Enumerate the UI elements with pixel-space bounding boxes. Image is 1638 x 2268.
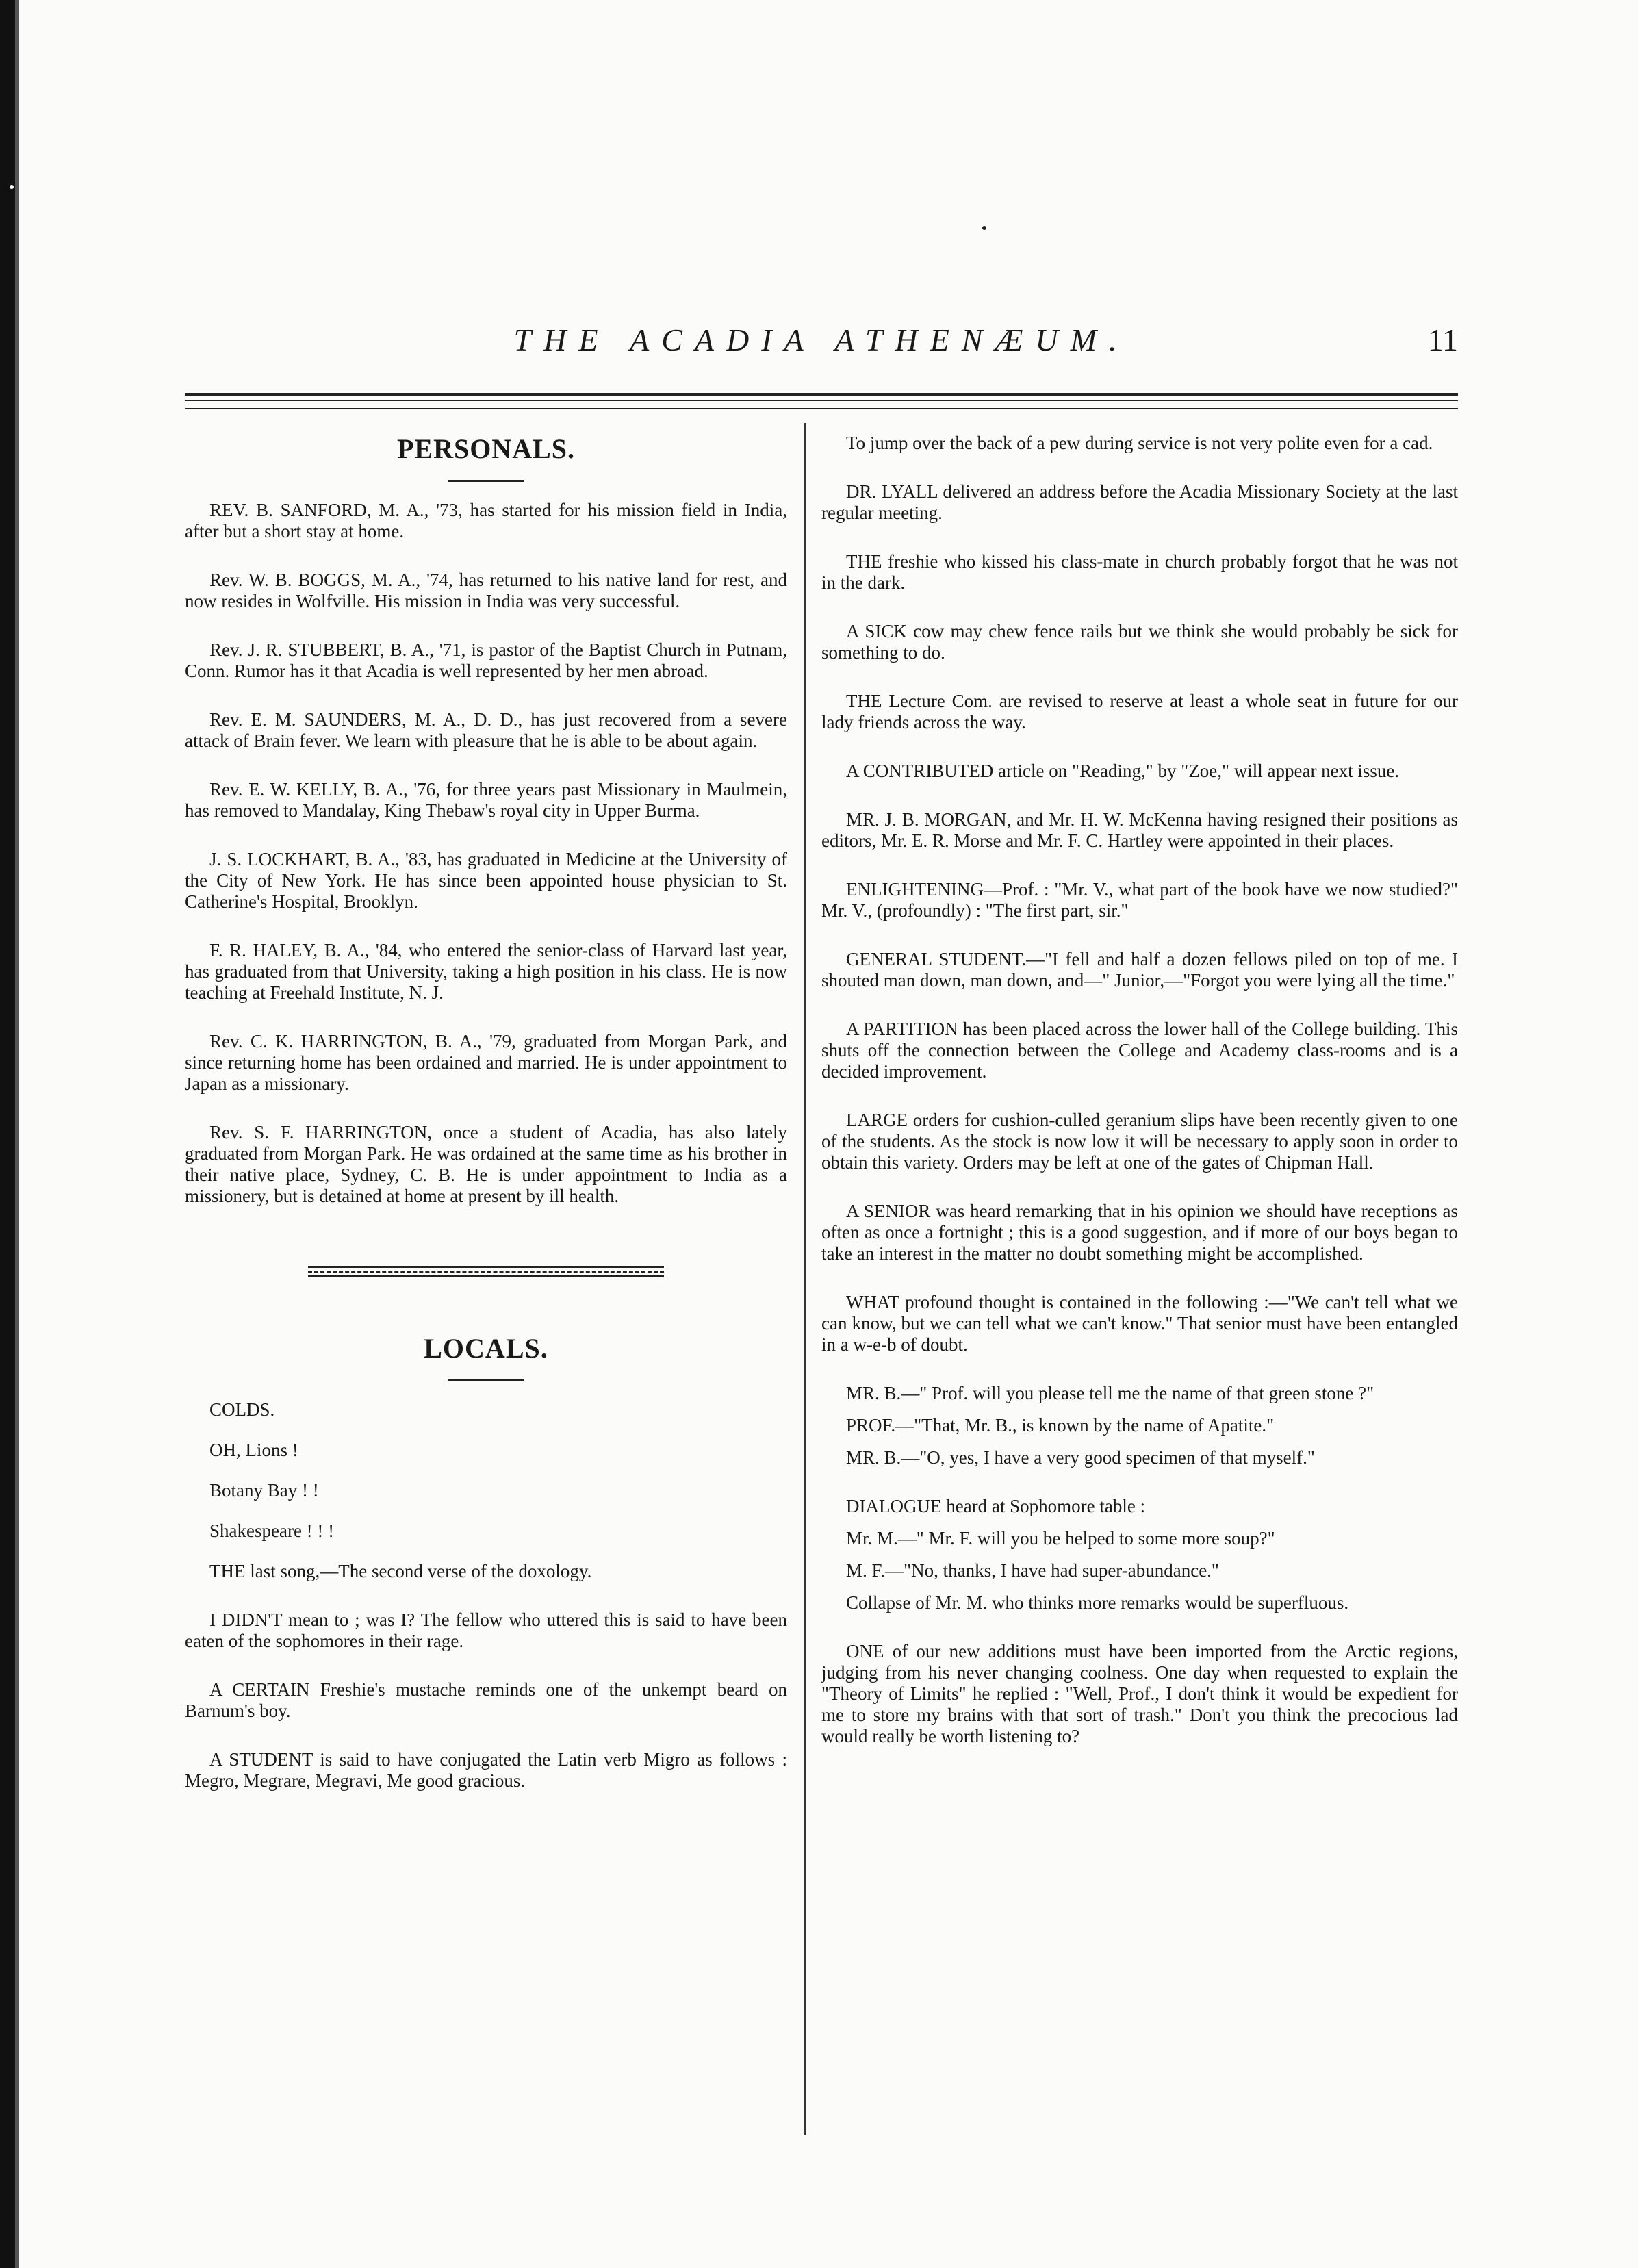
local-short-line: OH, Lions ! (209, 1440, 298, 1460)
header-rule-mid (185, 400, 1458, 401)
local-item: ONE of our new additions must have been imported from the Arctic regions, judging from his never changing coolness. One day when requested to explain the "Theory of Limits" he replied : "Well, Prof., I don't think it would be expedient for me to store my brains with that sort of trash." Don't you think the precocious lad would really be worth listening to? (821, 1641, 1458, 1746)
local-item: A SICK cow may chew fence rails but we think she would probably be sick for something to do. (821, 621, 1458, 663)
dialogue-line: Mr. M.—" Mr. F. will you be helped to some more soup?" (846, 1528, 1275, 1549)
personal-item: Rev. E. W. KELLY, B. A., '76, for three years past Missionary in Maulmein, has removed to Mandalay, King Thebaw's royal city in Upper Burma. (185, 779, 787, 821)
local-item: A PARTITION has been placed across the lower hall of the College building. This shuts off the connection between the College and Academy class-rooms and is a decided improvement. (821, 1019, 1458, 1082)
local-item: A CERTAIN Freshie's mustache reminds one of the unkempt beard on Barnum's boy. (185, 1679, 787, 1721)
header-rule-bottom (185, 408, 1458, 409)
page-header (185, 322, 1458, 377)
section-separator (308, 1266, 664, 1277)
header-rule-top (185, 393, 1458, 396)
left-column (185, 433, 787, 1819)
dialogue-line: MR. B.—"O, yes, I have a very good specimen of that myself." (846, 1447, 1315, 1468)
local-short-line: Botany Bay ! ! (209, 1480, 319, 1501)
right-column (821, 433, 1458, 1774)
local-item: MR. J. B. MORGAN, and Mr. H. W. McKenna having resigned their positions as editors, Mr. E. R. Morse and Mr. F. C. Hartley were appointed in their places. (821, 809, 1458, 851)
local-item: DR. LYALL delivered an address before the Acadia Missionary Society at the last regular meeting. (821, 481, 1458, 523)
local-item: WHAT profound thought is contained in the following :—"We can't tell what we can know, but we can tell what we can't know." That senior must have been entangled in a w-e-b of doubt. (821, 1292, 1458, 1355)
dialogue-line: Collapse of Mr. M. who thinks more remarks would be superfluous. (846, 1592, 1349, 1613)
local-item: A CONTRIBUTED article on "Reading," by "Zoe," will appear next issue. (846, 761, 1400, 781)
page-edge-shadow-inner (15, 0, 19, 2268)
ink-speck (10, 185, 14, 189)
page-number: 11 (1427, 322, 1458, 357)
personal-item: F. R. HALEY, B. A., '84, who entered the senior-class of Harvard last year, has graduated from that University, taking a high position in his class. He is now teaching at Freehald Institute, N. J. (185, 940, 787, 1003)
local-item: GENERAL STUDENT.—"I fell and half a dozen fellows piled on top of me. I shouted man down, man down, and—" Junior,—"Forgot you were lying all the time." (821, 949, 1458, 991)
dialogue-line: DIALOGUE heard at Sophomore table : (846, 1496, 1146, 1516)
page-edge-shadow (0, 0, 15, 2268)
personals-heading: PERSONALS. (396, 433, 576, 464)
locals-heading: LOCALS. (424, 1333, 548, 1364)
personal-item: Rev. E. M. SAUNDERS, M. A., D. D., has just recovered from a severe attack of Brain fever. We learn with pleasure that he is able to be about again. (185, 709, 787, 751)
local-item: LARGE orders for cushion-culled geranium slips have been recently given to one of the students. As the stock is now low it will be necessary to apply soon in order to obtain this variety. Orders may be left at one of the gates of Chipman Hall. (821, 1110, 1458, 1173)
local-item: A SENIOR was heard remarking that in his opinion we should have receptions as often as once a fortnight ; this is a good suggestion, and if more of our boys began to take an interest in the matter no doubt something might be accomplished. (821, 1201, 1458, 1264)
heading-rule (448, 1379, 524, 1381)
local-item: I DIDN'T mean to ; was I? The fellow who uttered this is said to have been eaten of the sophomores in their rage. (185, 1609, 787, 1651)
personal-item: REV. B. SANFORD, M. A., '73, has started for his mission field in India, after but a short stay at home. (185, 500, 787, 541)
dialogue-line: M. F.—"No, thanks, I have had super-abundance." (846, 1560, 1219, 1581)
local-short-line: Shakespeare ! ! ! (209, 1520, 335, 1541)
local-item: THE Lecture Com. are revised to reserve at least a whole seat in future for our lady friends across the way. (821, 691, 1458, 732)
dialogue-line: MR. B.—" Prof. will you please tell me the name of that green stone ?" (846, 1383, 1374, 1403)
local-item: To jump over the back of a pew during service is not very polite even for a cad. (846, 433, 1433, 453)
local-item: THE last song,—The second verse of the doxology. (209, 1561, 592, 1581)
journal-title: THE ACADIA ATHENÆUM. (513, 322, 1129, 357)
personal-item: J. S. LOCKHART, B. A., '83, has graduated in Medicine at the University of the City of New York. He has since been appointed house physician to St. Catherine's Hospital, Brooklyn. (185, 849, 787, 912)
local-item: A STUDENT is said to have conjugated the Latin verb Migro as follows : Megro, Megrare, Megravi, Me good gracious. (185, 1749, 787, 1791)
personal-item: Rev. C. K. HARRINGTON, B. A., '79, graduated from Morgan Park, and since returning home has been ordained and married. He is under appointment to Japan as a missionary. (185, 1031, 787, 1094)
local-item: ENLIGHTENING—Prof. : "Mr. V., what part of the book have we now studied?" Mr. V., (profoundly) : "The first part, sir." (821, 879, 1458, 921)
personal-item: Rev. S. F. HARRINGTON, once a student of Acadia, has also lately graduated from Morgan Park. He was ordained at the same time as his brother in their native place, Sydney, C. B. He is under appointment to India as a missionery, but is detained at home at present by ill health. (185, 1122, 787, 1206)
column-divider (804, 423, 806, 2135)
heading-rule (448, 480, 524, 482)
personal-item: Rev. W. B. BOGGS, M. A., '74, has returned to his native land for rest, and now resides in Wolfville. His mission in India was very successful. (185, 570, 787, 611)
dialogue-line: PROF.—"That, Mr. B., is known by the name of Apatite." (846, 1415, 1275, 1436)
ink-speck (982, 226, 986, 230)
local-short-line: COLDS. (209, 1399, 275, 1420)
local-item: THE freshie who kissed his class-mate in church probably forgot that he was not in the dark. (821, 551, 1458, 593)
personal-item: Rev. J. R. STUBBERT, B. A., '71, is pastor of the Baptist Church in Putnam, Conn. Rumor has it that Acadia is well represented by her men abroad. (185, 639, 787, 681)
